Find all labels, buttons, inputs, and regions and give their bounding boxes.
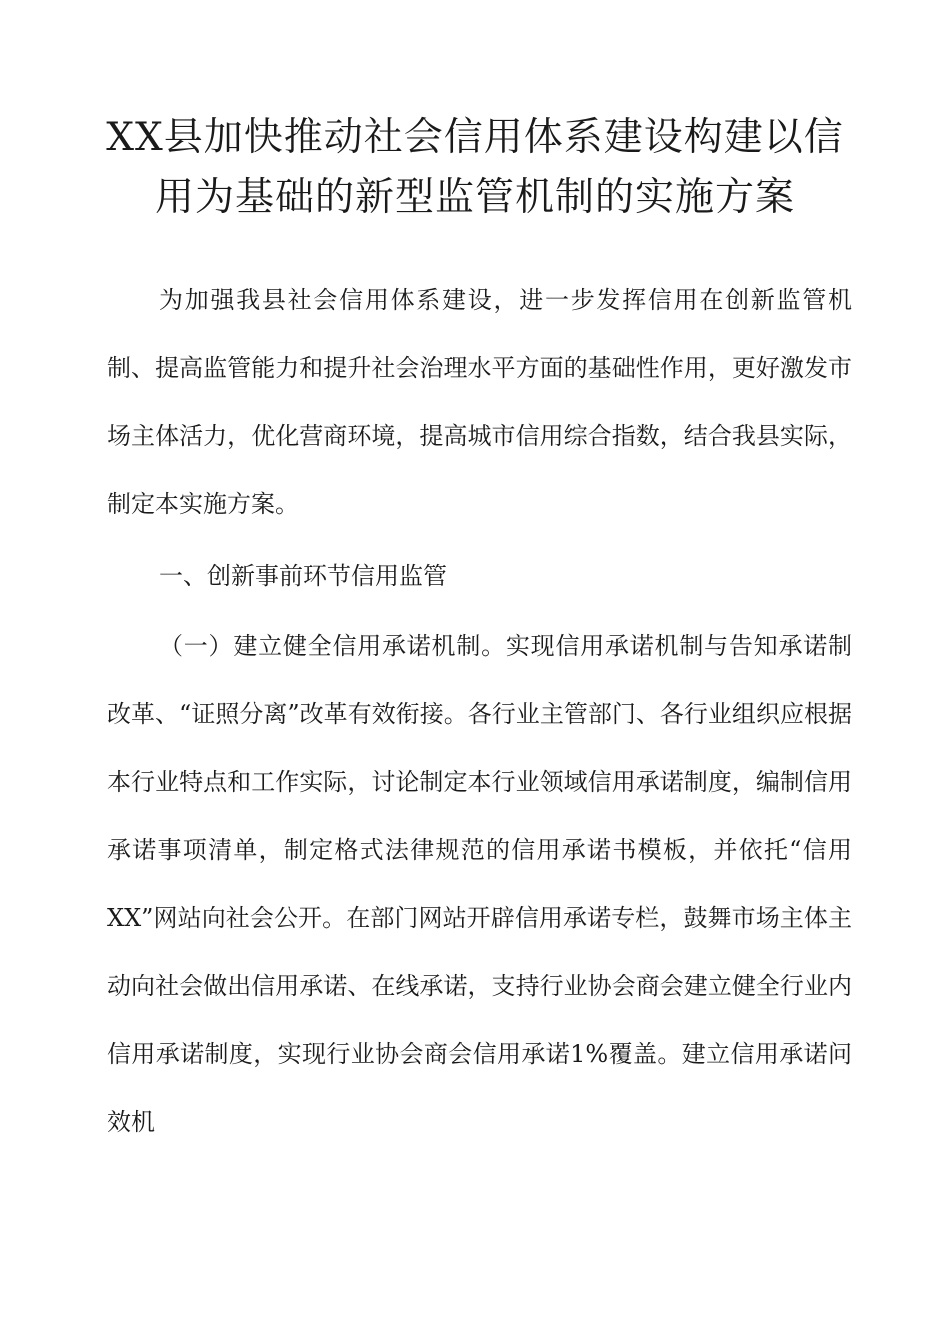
- section-heading: 一、创新事前环节信用监管: [159, 562, 447, 590]
- intro-paragraph: 为加强我县社会信用体系建设，进一步发挥信用在创新监管机制、提高监管能力和提升社会治理水平方面的基础性作用，更好激发市场主体活力，优化营商环境，提高城市信用综合指数，结合我县实际，制定本实施方案。: [107, 286, 852, 518]
- document-title: XX县加快推动社会信用体系建设构建以信用为基础的新型监管机制的实施方案: [106, 115, 844, 220]
- section-item-paragraph: （一）建立健全信用承诺机制。实现信用承诺机制与告知承诺制改革、“证照分离”改革有效衔接。各行业主管部门、各行业组织应根据本行业特点和工作实际，讨论制定本行业领域信用承诺制度，编制信用承诺事项清单，制定格式法律规范的信用承诺书模板，并依托“信用XX”网站向社会公开。在部门网站开辟信用承诺专栏，鼓舞市场主体主动向社会做出信用承诺、在线承诺，支持行业协会商会建立健全行业内信用承诺制度，实现行业协会商会信用承诺1%覆盖。建立信用承诺问效机: [107, 632, 852, 1136]
